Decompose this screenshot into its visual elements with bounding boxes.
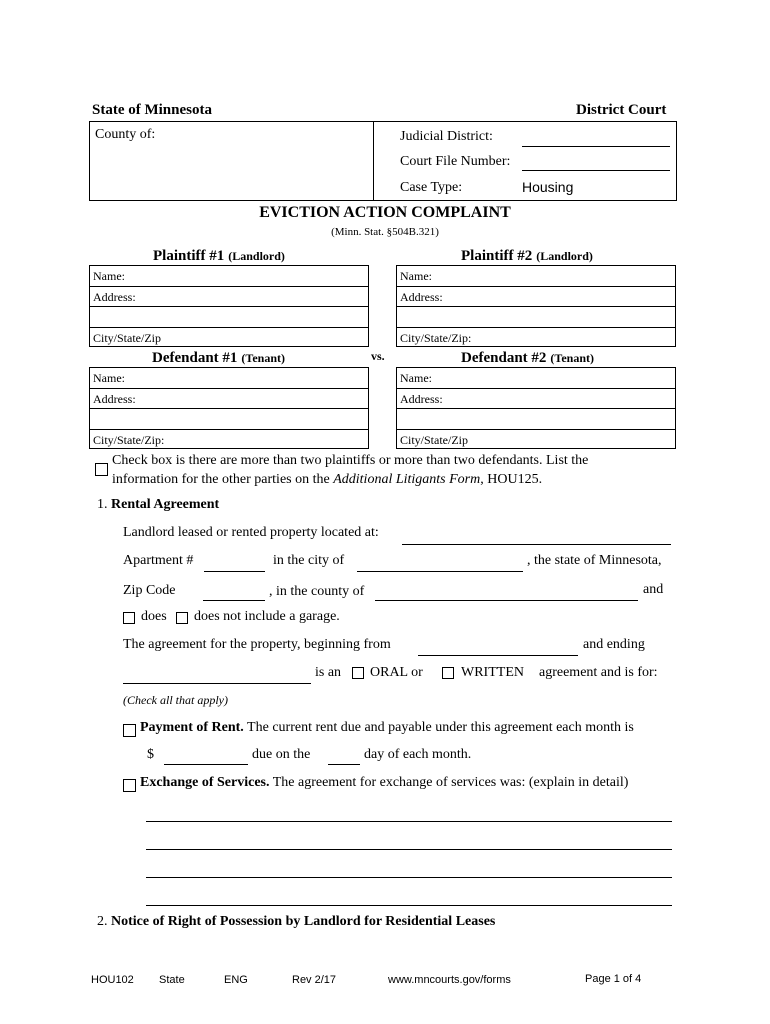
row-divider — [396, 408, 676, 409]
section1-heading: 1. Rental Agreement — [97, 497, 220, 512]
footer-page-number: Page 1 of 4 — [585, 973, 642, 985]
garage-does-checkbox[interactable] — [123, 612, 135, 624]
plaintiff1-csz-label: City/State/Zip — [93, 331, 161, 345]
is-an-label: is an — [315, 665, 342, 680]
section2-heading: 2. Notice of Right of Possession by Landlord for Residential Leases — [97, 914, 496, 929]
rent-due-day-field[interactable] — [328, 764, 360, 765]
page-title: EVICTION ACTION COMPLAINT — [259, 204, 511, 221]
statute-citation: (Minn. Stat. §504B.321) — [331, 226, 439, 238]
county-of-label: , in the county of — [269, 584, 365, 599]
due-on-the-label: due on the — [252, 747, 311, 762]
exchange-of-services-text: Exchange of Services. The agreement for exchange of services was: (explain in detail) — [140, 775, 629, 790]
located-at-label: Landlord leased or rented property located at: — [123, 525, 379, 540]
additional-litigants-checkbox[interactable] — [95, 463, 108, 476]
plaintiff2-csz-label: City/State/Zip: — [400, 331, 472, 345]
property-address-field[interactable] — [402, 544, 671, 545]
agreement-beginning-label: The agreement for the property, beginning from — [123, 637, 391, 652]
row-divider — [89, 327, 369, 328]
apartment-label: Apartment # — [123, 553, 194, 568]
county-field[interactable] — [92, 146, 370, 196]
agreement-for-label: agreement and is for: — [539, 665, 658, 680]
judicial-district-field[interactable] — [522, 146, 670, 147]
plaintiff2-name-label: Name: — [400, 269, 432, 283]
row-divider — [89, 286, 369, 287]
exchange-detail-line[interactable] — [146, 821, 672, 822]
dollar-label: $ — [147, 747, 154, 762]
footer-form-id: HOU102 — [91, 974, 134, 986]
row-divider — [396, 306, 676, 307]
exchange-detail-line[interactable] — [146, 877, 672, 878]
footer-state: State — [159, 974, 185, 986]
court-file-number-label: Court File Number: — [400, 154, 511, 169]
check-all-note: (Check all that apply) — [123, 693, 228, 707]
row-divider — [89, 408, 369, 409]
additional-litigants-text-1: Check box is there are more than two plaintiffs or more than two defendants. List the — [112, 453, 589, 468]
row-divider — [89, 306, 369, 307]
defendant1-csz-label: City/State/Zip: — [93, 433, 165, 447]
exchange-detail-line[interactable] — [146, 849, 672, 850]
oral-checkbox[interactable] — [352, 667, 364, 679]
plaintiff2-address-label: Address: — [400, 290, 443, 304]
defendant2-name-label: Name: — [400, 371, 432, 385]
row-divider — [396, 286, 676, 287]
row-divider — [89, 429, 369, 430]
judicial-district-label: Judicial District: — [400, 129, 493, 144]
state-heading: State of Minnesota — [92, 102, 212, 118]
and-label: and — [643, 582, 664, 597]
day-of-month-label: day of each month. — [364, 747, 472, 762]
plaintiff1-heading: Plaintiff #1 (Landlord) — [153, 248, 285, 264]
zip-code-label: Zip Code — [123, 583, 176, 598]
zip-code-field[interactable] — [203, 600, 265, 601]
footer-url[interactable]: www.mncourts.gov/forms — [388, 974, 511, 986]
caption-divider — [373, 121, 374, 201]
exchange-of-services-checkbox[interactable] — [123, 779, 136, 792]
plaintiff1-address-label: Address: — [93, 290, 136, 304]
city-field[interactable] — [357, 571, 523, 572]
case-type-label: Case Type: — [400, 180, 463, 195]
exchange-detail-line[interactable] — [146, 905, 672, 906]
row-divider — [396, 429, 676, 430]
court-heading: District Court — [576, 102, 667, 118]
defendant2-csz-label: City/State/Zip — [400, 433, 468, 447]
state-of-minnesota-label: , the state of Minnesota, — [527, 553, 662, 568]
oral-label: ORAL or — [370, 665, 423, 680]
defendant1-address-label: Address: — [93, 392, 136, 406]
and-ending-label: and ending — [583, 637, 645, 652]
county-field[interactable] — [375, 600, 638, 601]
city-of-label: in the city of — [273, 553, 345, 568]
written-checkbox[interactable] — [442, 667, 454, 679]
county-label: County of: — [95, 127, 156, 142]
defendant2-address-label: Address: — [400, 392, 443, 406]
defendant1-name-label: Name: — [93, 371, 125, 385]
footer-language: ENG — [224, 974, 248, 986]
court-file-number-field[interactable] — [522, 170, 670, 171]
plaintiff1-name-label: Name: — [93, 269, 125, 283]
plaintiff2-heading: Plaintiff #2 (Landlord) — [461, 248, 593, 264]
row-divider — [396, 388, 676, 389]
payment-of-rent-checkbox[interactable] — [123, 724, 136, 737]
additional-litigants-text-2: information for the other parties on the Additional Litigants Form, HOU125. — [112, 472, 543, 487]
case-type-value[interactable]: Housing — [522, 179, 574, 195]
garage-does-not-label: does not include a garage. — [194, 609, 340, 624]
row-divider — [396, 327, 676, 328]
agreement-start-field[interactable] — [418, 655, 578, 656]
footer-revision: Rev 2/17 — [292, 974, 337, 986]
defendant1-heading: Defendant #1 (Tenant) — [152, 350, 285, 366]
written-label: WRITTEN — [461, 665, 524, 680]
garage-does-not-checkbox[interactable] — [176, 612, 188, 624]
apartment-field[interactable] — [204, 571, 265, 572]
defendant2-heading: Defendant #2 (Tenant) — [461, 350, 594, 366]
row-divider — [89, 388, 369, 389]
rent-amount-field[interactable] — [164, 764, 248, 765]
vs-label: vs. — [371, 349, 385, 363]
garage-does-label: does — [141, 609, 167, 624]
payment-of-rent-text: Payment of Rent. The current rent due and payable under this agreement each month is — [140, 720, 634, 735]
agreement-end-field[interactable] — [123, 683, 311, 684]
